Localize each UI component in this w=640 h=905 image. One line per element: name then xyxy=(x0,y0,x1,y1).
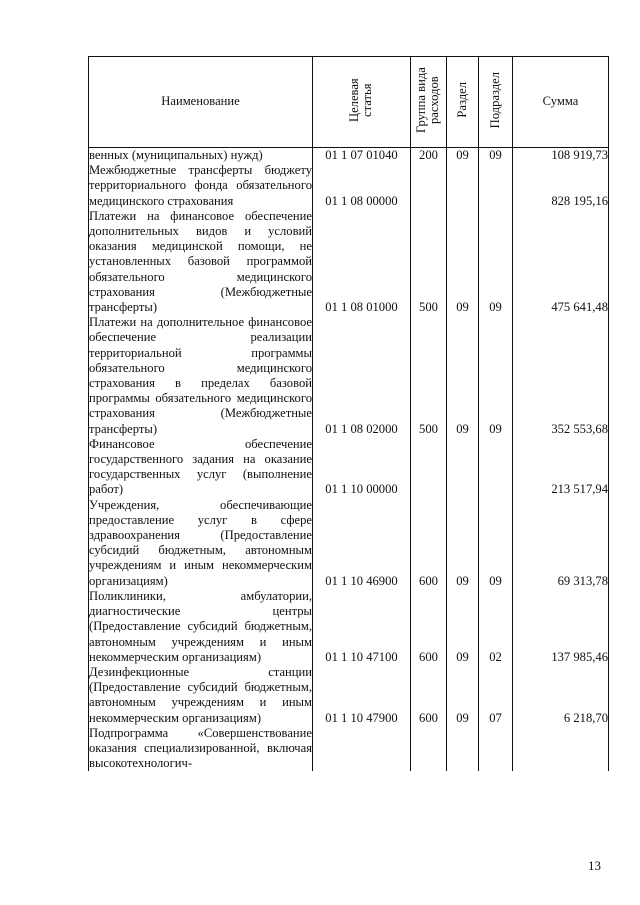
row-subsection: 02 xyxy=(479,589,513,665)
row-article: 01 1 10 47900 xyxy=(313,665,411,726)
row-section xyxy=(447,726,479,772)
row-subsection xyxy=(479,726,513,772)
table-row xyxy=(89,209,609,315)
row-name: Платежи на финансовое обеспечение дополнительных видов и условий оказания медицинской помощи, не установленных базовой программой обязательного медицинского страхования (Межбюджетные трансферты) xyxy=(89,208,312,315)
row-subsection: 09 xyxy=(479,315,513,437)
header-section: Раздел xyxy=(447,57,479,148)
row-article: 01 1 10 00000 xyxy=(313,437,411,498)
row-section: 09 xyxy=(447,665,479,726)
row-section xyxy=(447,163,479,209)
row-group: 600 xyxy=(411,589,447,665)
row-subsection xyxy=(479,437,513,498)
row-name: Дезинфекционные станции (Предоставление субсидий бюджетным, автономным учреждениям и иным некоммерческим организациям) xyxy=(89,664,312,725)
table-row xyxy=(89,437,609,498)
table-row xyxy=(89,315,609,437)
row-group: 500 xyxy=(411,209,447,315)
row-article: 01 1 10 47100 xyxy=(313,589,411,665)
row-subsection: 09 xyxy=(479,209,513,315)
row-section: 09 xyxy=(447,148,479,164)
row-name: Межбюджетные трансферты бюджету территориального фонда обязательного медицинского страхования xyxy=(89,163,312,208)
row-subsection: 09 xyxy=(479,498,513,589)
header-subsection: Подраздел xyxy=(479,57,513,148)
header-name: Наименование xyxy=(89,57,313,148)
budget-table xyxy=(88,56,609,771)
row-sum: 137 985,46 xyxy=(513,589,609,665)
row-group: 200 xyxy=(411,148,447,164)
row-article: 01 1 08 00000 xyxy=(313,163,411,209)
table-row xyxy=(89,726,609,772)
row-sum: 6 218,70 xyxy=(513,665,609,726)
row-name: Подпрограмма «Совершенствование оказания специализированной, включая высокотехнологич- xyxy=(89,725,312,771)
header-expense-group: Группа вида расходов xyxy=(411,57,447,148)
row-sum: 69 313,78 xyxy=(513,498,609,589)
row-group xyxy=(411,726,447,772)
row-subsection xyxy=(479,163,513,209)
row-sum: 108 919,73 xyxy=(513,148,609,164)
row-article xyxy=(313,726,411,772)
row-sum: 828 195,16 xyxy=(513,163,609,209)
row-sum: 352 553,68 xyxy=(513,315,609,437)
row-name: венных (муниципальных) нужд) xyxy=(89,148,313,164)
table-row xyxy=(89,589,609,665)
row-group: 500 xyxy=(411,315,447,437)
row-group xyxy=(411,163,447,209)
row-section: 09 xyxy=(447,589,479,665)
row-article: 01 1 08 01000 xyxy=(313,209,411,315)
row-name: Финансовое обеспечение государственного задания на оказание государственных услуг (выполнение работ) xyxy=(89,436,312,497)
table-row xyxy=(89,163,609,209)
row-section: 09 xyxy=(447,209,479,315)
row-section xyxy=(447,437,479,498)
row-sum: 475 641,48 xyxy=(513,209,609,315)
row-name: Учреждения, обеспечивающие предоставление услуг в сфере здравоохранения (Предоставление субсидий бюджетным, автономным учреждениям и иным некоммерческим организациям) xyxy=(89,497,312,588)
row-group: 600 xyxy=(411,498,447,589)
row-group: 600 xyxy=(411,665,447,726)
table-row xyxy=(89,498,609,589)
row-sum xyxy=(513,726,609,772)
table-row xyxy=(89,665,609,726)
row-subsection: 09 xyxy=(479,148,513,164)
header-sum: Сумма xyxy=(513,57,609,148)
table-header-row xyxy=(89,57,609,148)
row-article: 01 1 07 01040 xyxy=(313,148,411,164)
row-section: 09 xyxy=(447,498,479,589)
row-section: 09 xyxy=(447,315,479,437)
row-article: 01 1 08 02000 xyxy=(313,315,411,437)
row-article: 01 1 10 46900 xyxy=(313,498,411,589)
row-subsection: 07 xyxy=(479,665,513,726)
row-name: Поликлиники, амбулатории, диагностические центры (Предоставление субсидий бюджетным, автономным учреждениям и иным некоммерческим организациям) xyxy=(89,588,312,664)
row-name: Платежи на дополнительное финансовое обеспечение реализации территориальной программы обязательного медицинского страхования в пределах базовой программы обязательного медицинского страхования (Межбюджетные трансферты) xyxy=(89,315,312,436)
page-number: 13 xyxy=(588,858,601,873)
row-sum: 213 517,94 xyxy=(513,437,609,498)
row-group xyxy=(411,437,447,498)
table-row xyxy=(89,148,609,164)
header-article: Целевая статья xyxy=(313,57,411,148)
